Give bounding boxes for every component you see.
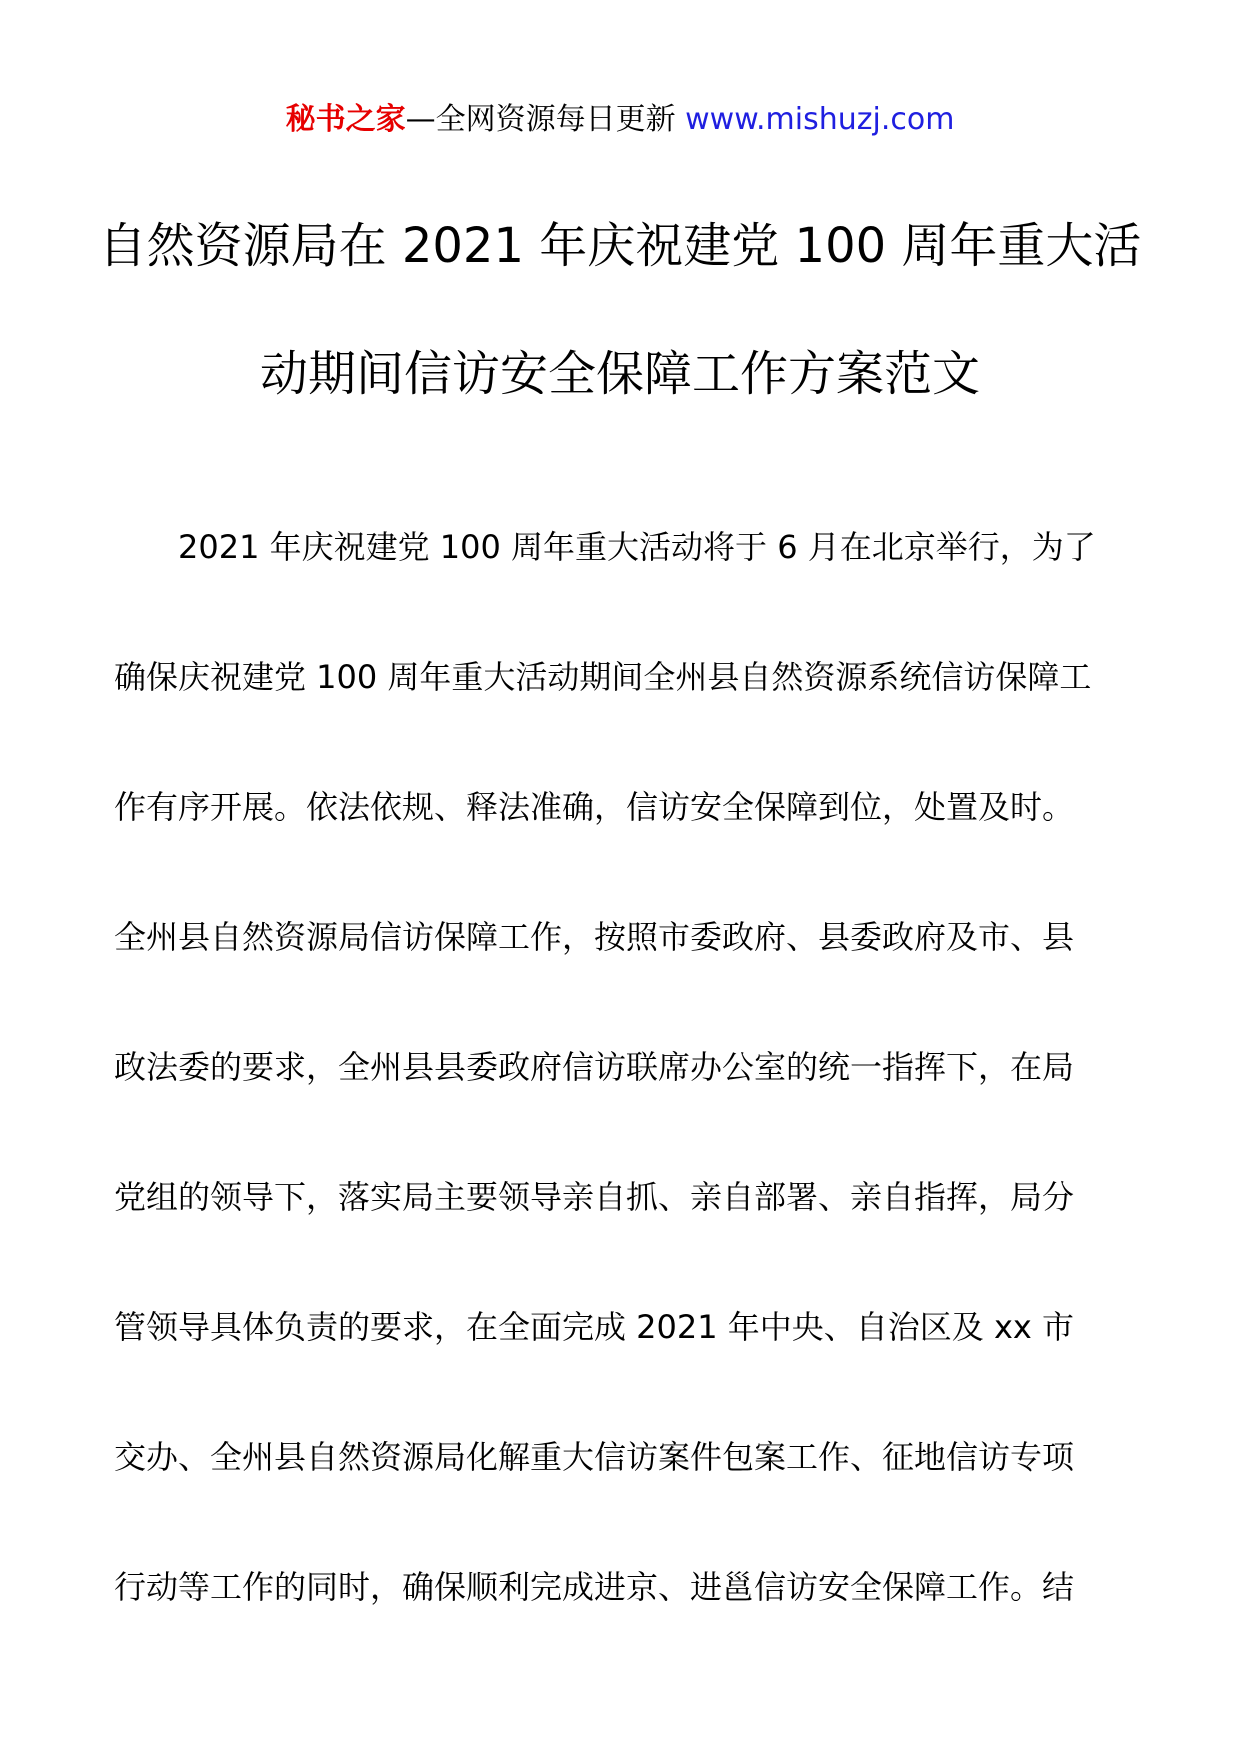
body-line: 党组的领导下，落实局主要领导亲自抓、亲自部署、亲自指挥，局分 <box>114 1178 1075 1216</box>
title-line: 自然资源局在 2021 年庆祝建党 100 周年重大活 <box>98 218 1142 274</box>
body-line: 2021 年庆祝建党 100 周年重大活动将于 6 月在北京举行，为了 <box>178 528 1096 566</box>
body-line: 交办、全州县自然资源局化解重大信访案件包案工作、征地信访专项 <box>114 1438 1075 1476</box>
body-line: 政法委的要求，全州县县委政府信访联席办公室的统一指挥下，在局 <box>114 1048 1075 1086</box>
banner-tagline: —全网资源每日更新 <box>405 102 676 137</box>
body-line: 管领导具体负责的要求，在全面完成 2021 年中央、自治区及 xx 市 <box>114 1308 1075 1346</box>
body-line: 确保庆祝建党 100 周年重大活动期间全州县自然资源系统信访保障工 <box>114 658 1092 696</box>
site-banner <box>0 100 1240 140</box>
body-line: 全州县自然资源局信访保障工作，按照市委政府、县委政府及市、县 <box>114 918 1075 956</box>
title-line: 动期间信访安全保障工作方案范文 <box>259 346 980 402</box>
body-line: 作有序开展。依法依规、释法准确，信访安全保障到位，处置及时。 <box>114 788 1075 826</box>
brand-name: 秘书之家 <box>285 102 406 137</box>
website-link[interactable]: www.mishuzj.com <box>685 102 955 137</box>
body-line: 行动等工作的同时，确保顺利完成进京、进邕信访安全保障工作。结 <box>114 1568 1075 1606</box>
document-title <box>0 182 1240 438</box>
document-body <box>114 482 1134 1652</box>
